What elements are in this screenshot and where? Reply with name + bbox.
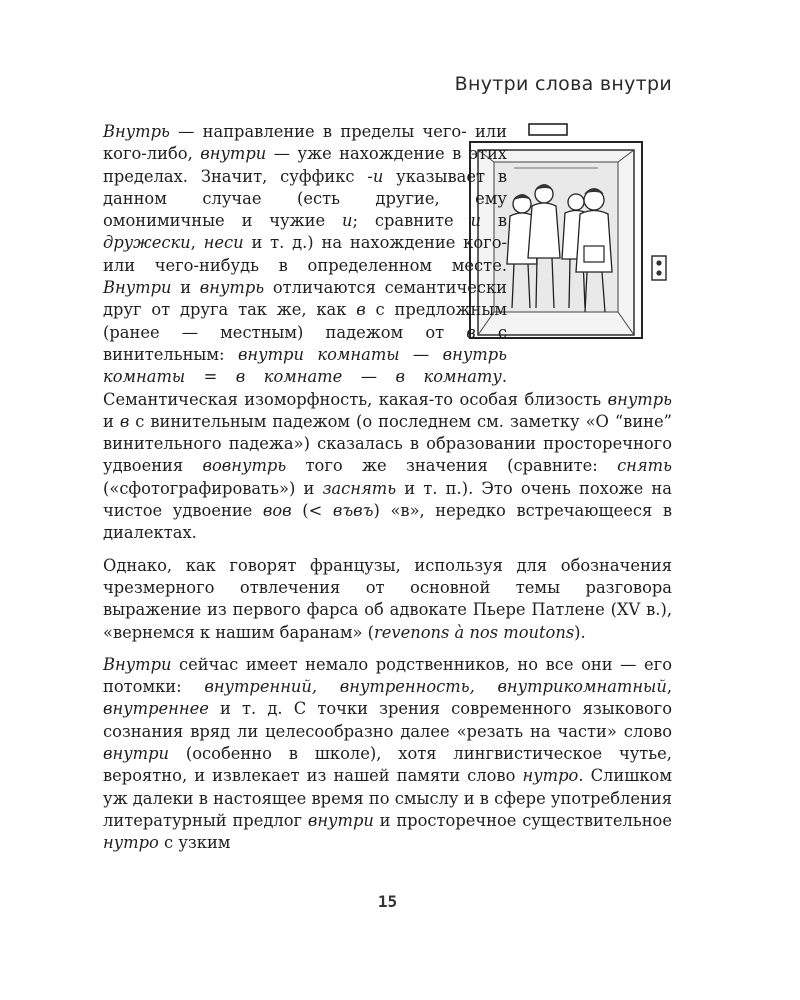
- italic-run: и: [341, 211, 353, 231]
- text-run: отличаются семантически друг от друга так же, как: [103, 278, 507, 320]
- text-run: и т. п.). Это очень похоже на чистое удвоение: [103, 478, 672, 521]
- italic-run: и: [372, 166, 384, 186]
- italic-run: в: [119, 411, 130, 431]
- text-run: в: [480, 211, 507, 231]
- italic-run: в: [356, 300, 366, 320]
- italic-run: въвъ: [332, 501, 374, 521]
- text-run: ,: [666, 677, 672, 697]
- text-run: . Семантическая изоморфность, какая-то особая близость: [103, 367, 608, 409]
- italic-run: внутреннее: [103, 699, 209, 719]
- text-run: ; сравните: [352, 211, 471, 231]
- italic-run: снять: [617, 456, 672, 476]
- text-run: с узким: [158, 833, 231, 853]
- italic-run: нутро: [522, 766, 579, 786]
- italic-run: вовнутрь: [202, 456, 287, 476]
- italic-run: внутри: [307, 810, 374, 830]
- text-run: — уже нахождение в этих пределах. Значит, суффикс -: [103, 144, 507, 186]
- italic-run: вов: [262, 501, 292, 521]
- italic-run: дружески: [103, 233, 191, 253]
- italic-run: внутренний, внутренность, внутрикомнатный: [204, 677, 667, 697]
- italic-run: внутрь: [607, 389, 672, 409]
- text-run: и: [171, 278, 200, 298]
- text-run: (особенно в школе), хотя лингвистическое чутье, вероятно, и извлекает из нашей памяти слово: [103, 744, 672, 786]
- text-run: Однако, как говорят французы, используя для обозначения чрезмерного отвлечения от основной темы разговора выражение из первого фарса об адвокате Пьере Патлене (XV в.), «вернемся к нашим баранам» (: [103, 555, 672, 642]
- text-run: с винительным падежом (о последнем см. заметку «О “вине” винительного падежа») сказалась в образовании просторечного удвоения: [103, 411, 672, 476]
- text-run: («сфотографировать») и: [103, 478, 323, 498]
- text-run: ,: [190, 233, 204, 253]
- italic-run: внутри: [103, 744, 169, 764]
- text-run: указывает в данном случае (есть другие, ему омонимичные и чужие: [103, 166, 507, 231]
- italic-run: внутрь: [199, 278, 265, 298]
- paragraph-2: [103, 555, 672, 644]
- italic-run: Внутрь: [103, 122, 170, 141]
- italic-run: заснять: [322, 478, 397, 498]
- text-run: ).: [574, 622, 586, 642]
- italic-run: revenons à nos moutons: [374, 622, 575, 642]
- body-text: [103, 121, 672, 855]
- text-run: (<: [291, 501, 333, 521]
- page-number: 15: [377, 892, 398, 911]
- italic-run: неси: [203, 233, 244, 253]
- text-run: того же значения (сравните:: [286, 456, 618, 476]
- paragraph-3: [103, 654, 672, 855]
- text-run: и: [103, 411, 120, 431]
- figure-float-spacer: [507, 121, 672, 376]
- italic-run: Внутри: [103, 654, 172, 674]
- running-head: Внутри слова внутри: [454, 73, 672, 95]
- text-run: и т. д.) на нахождение кого- или чего-нибудь в определенном месте.: [103, 233, 507, 275]
- text-run: — направление в пределы чего- или кого-либо,: [103, 122, 507, 164]
- italic-run: нутро: [103, 833, 159, 853]
- text-run: с предложным (ранее — местным) падежом от: [103, 300, 508, 342]
- text-run: и т. д. С точки зрения современного языкового сознания вряд ли целесообразно далее «резать на части» слово: [103, 699, 672, 741]
- italic-run: внутри: [200, 144, 267, 164]
- italic-run: и: [470, 211, 481, 231]
- text-run: ) «в», нередко встречающееся в диалектах.: [103, 501, 672, 543]
- text-run: . Слишком уж далеки в настоящее время по смыслу и в сфере употребления литературный предлог: [103, 766, 673, 830]
- text-run: и просторечное существительное: [373, 810, 672, 830]
- text-run: с винительным:: [103, 322, 507, 364]
- italic-run: Внутри: [103, 278, 172, 298]
- italic-run: внутри комнаты — внутрь комнаты = в комнате — в комнату: [103, 344, 507, 387]
- italic-run: в: [466, 322, 476, 342]
- text-run: сейчас имеет немало родственников, но все они — его потомки:: [103, 654, 672, 697]
